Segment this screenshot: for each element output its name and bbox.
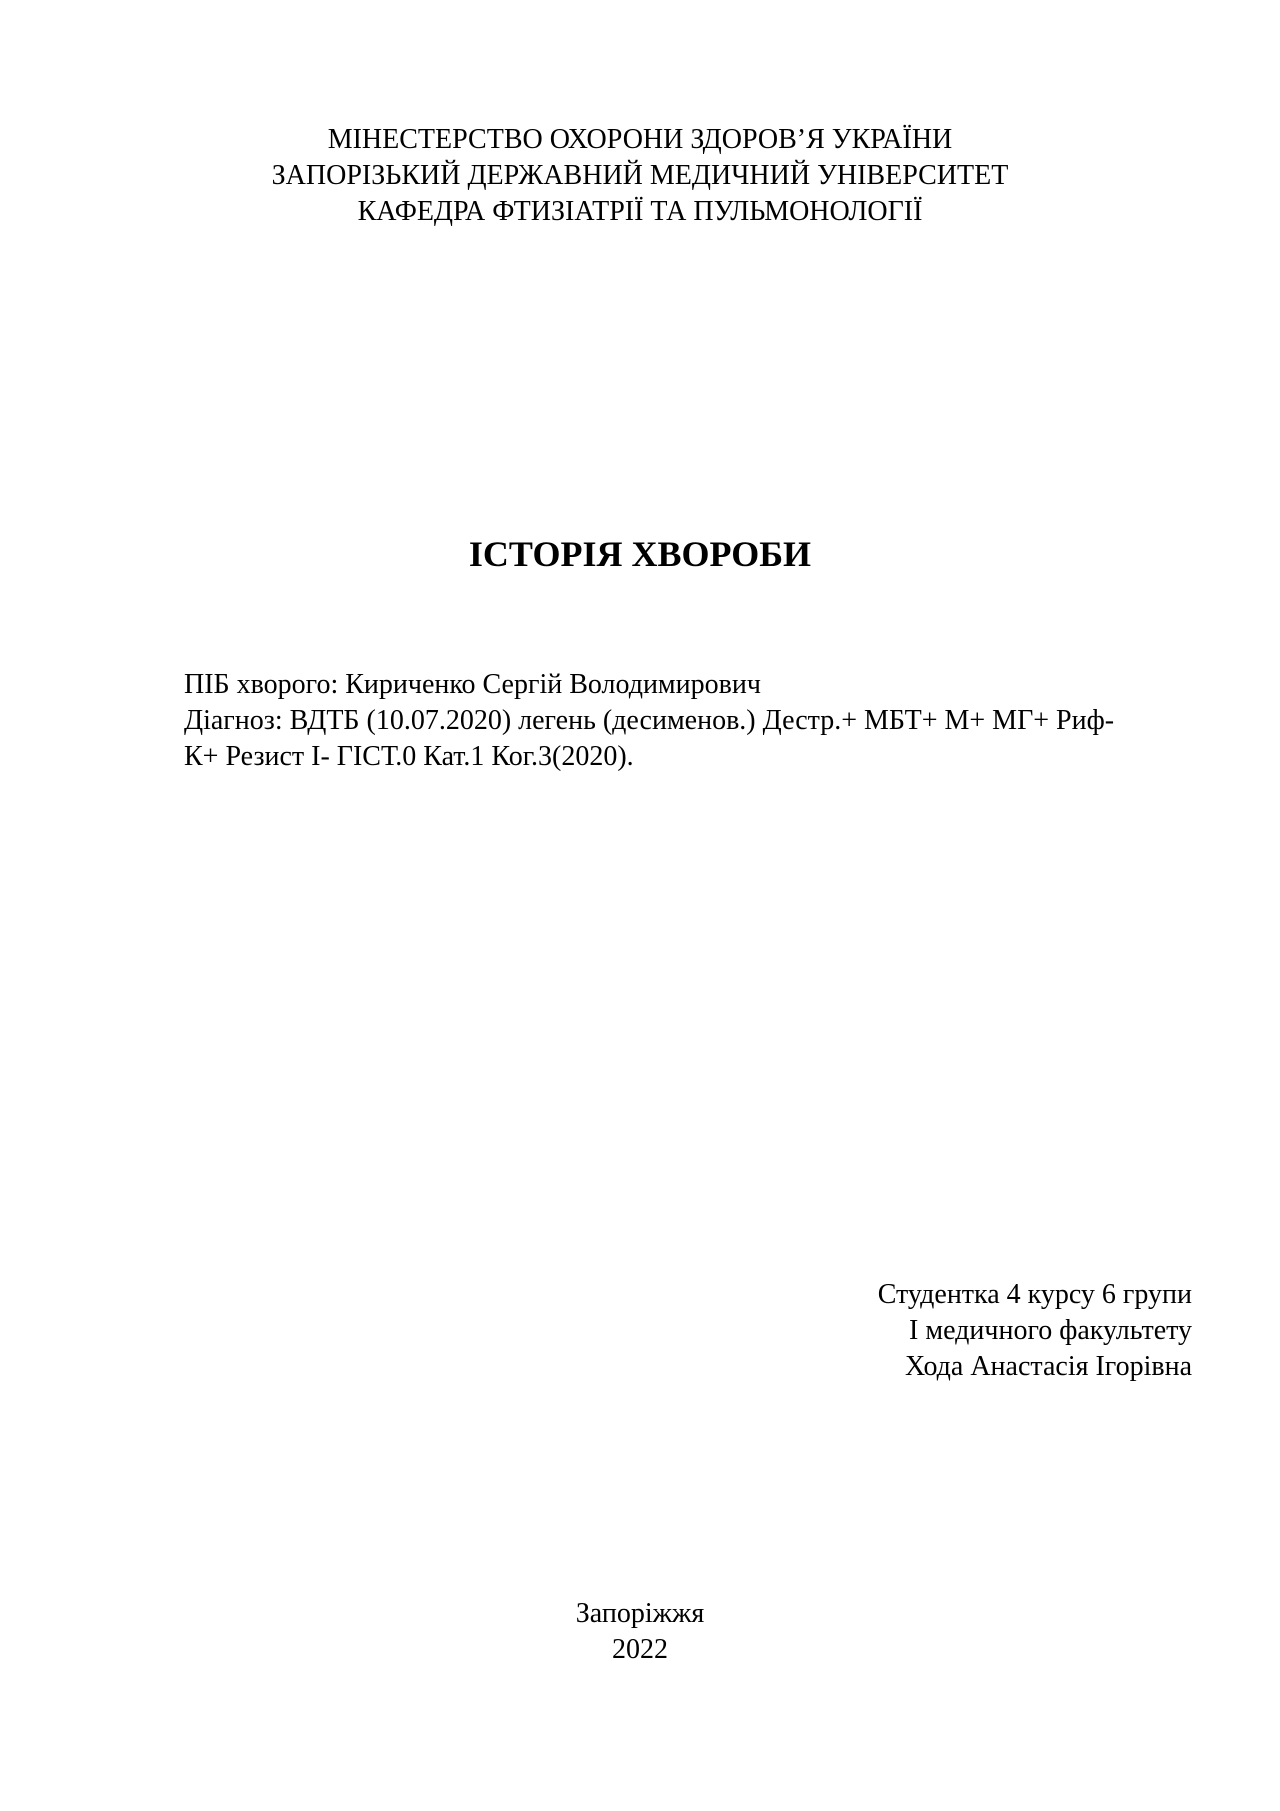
student-faculty: І медичного факультету: [909, 1315, 1192, 1346]
ministry-name: МІНЕСТЕРСТВО ОХОРОНИ ЗДОРОВ’Я УКРАЇНИ: [327, 124, 953, 155]
diagnosis-line-2: К+ Резист І- ГІСТ.0 Кат.1 Ког.3(2020).: [184, 741, 634, 772]
year: 2022: [612, 1634, 668, 1665]
student-info: [878, 1277, 1192, 1385]
document-title: ІСТОРІЯ ХВОРОБИ: [468, 534, 812, 574]
department-name: КАФЕДРА ФТИЗІАТРІЇ ТА ПУЛЬМОНОЛОГІЇ: [357, 196, 923, 227]
document-header: [0, 122, 1280, 230]
document-footer: [0, 1596, 1280, 1668]
patient-info: [184, 667, 1194, 775]
diagnosis-line-1: Діагноз: ВДТБ (10.07.2020) легень (десименов.) Дестр.+ МБТ+ М+ МГ+ Риф-: [184, 705, 1115, 736]
university-name: ЗАПОРІЗЬКИЙ ДЕРЖАВНИЙ МЕДИЧНИЙ УНІВЕРСИТЕТ: [271, 160, 1009, 191]
student-course: Студентка 4 курсу 6 групи: [877, 1279, 1192, 1310]
patient-name: ПІБ хворого: Кириченко Сергій Володимирович: [184, 669, 761, 700]
city: Запоріжжя: [575, 1598, 705, 1629]
student-name: Хода Анастасія Ігорівна: [905, 1351, 1192, 1382]
